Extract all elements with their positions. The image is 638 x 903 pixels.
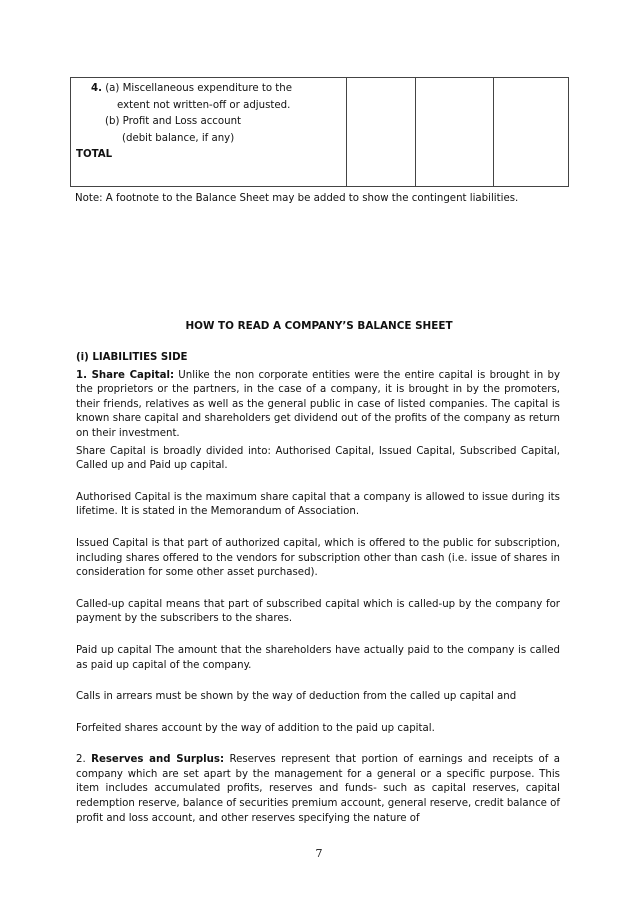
item-4b-line2: (debit balance, if any)	[122, 132, 235, 144]
column-cell	[494, 78, 569, 187]
paid-up-paragraph: Paid up capital The amount that the shareholders have actually paid to the company is called as paid up capital of the company.	[76, 644, 560, 671]
share-capital-title: 1. Share Capital:	[76, 369, 175, 381]
item-4a-line2: extent not written-off or adjusted.	[117, 99, 291, 111]
called-up-paragraph: Called-up capital means that part of subscribed capital which is called-up by the company for payment by the subscribers to the shares.	[76, 598, 560, 625]
share-capital-paragraph: 1. Share Capital: Unlike the non corporate entities were the entire capital is brought in by the proprietors or the partners, in the case of a company, it is brought in by the promoters, their friends, relatives as well as the general public in case of listed companies. The capital is known share capital and shareholders get dividend out of the profits of the company as return on their investment.	[76, 369, 560, 439]
total-label: TOTAL	[76, 149, 113, 160]
body-text	[76, 351, 560, 826]
section-heading: HOW TO READ A COMPANY’S BALANCE SHEET	[185, 320, 453, 332]
authorised-paragraph: Authorised Capital is the maximum share capital that a company is allowed to issue during its lifetime. It is stated in the Memorandum of Association.	[76, 491, 560, 518]
issued-paragraph: Issued Capital is that part of authorized capital, which is offered to the public for subscription, including shares offered to the vendors for subscription other than cash (i.e. issue of shares in consideration for some other asset purchased).	[76, 537, 560, 579]
reserves-title: Reserves and Surplus:	[91, 754, 225, 766]
divided-paragraph: Share Capital is broadly divided into: Authorised Capital, Issued Capital, Subscribed Capital, Called up and Paid up capital.	[76, 445, 560, 472]
table-row	[71, 78, 569, 187]
page-number: 7	[315, 847, 323, 860]
item-4b-line1: (b) Profit and Loss account	[105, 116, 242, 127]
reserves-paragraph: 2. Reserves and Surplus: Reserves represent that portion of earnings and receipts of a company which are set apart by the management for a general or a specific purpose. This item includes accumulated profits, reserves and funds- such as capital reserves, capital redemption reserve, balance of securities premium account, general reserve, credit balance of profit and loss account, and other reserves specifying the nature of	[76, 754, 560, 824]
footnote: Note: A footnote to the Balance Sheet may be added to show the contingent liabilities.	[75, 193, 519, 204]
item-number: 4.	[91, 83, 102, 94]
particulars-cell	[71, 78, 347, 187]
column-cell	[347, 78, 416, 187]
item-4a-line1: 4. (a) Miscellaneous expenditure to the	[91, 83, 293, 94]
liabilities-side-title: (i) LIABILITIES SIDE	[76, 352, 188, 363]
forfeited-paragraph: Forfeited shares account by the way of addition to the paid up capital.	[76, 722, 435, 734]
arrears-paragraph: Calls in arrears must be shown by the way of deduction from the called up capital and	[76, 691, 517, 703]
reserves-number: 2.	[76, 754, 92, 766]
balance-sheet-table	[70, 77, 569, 187]
column-cell	[416, 78, 494, 187]
